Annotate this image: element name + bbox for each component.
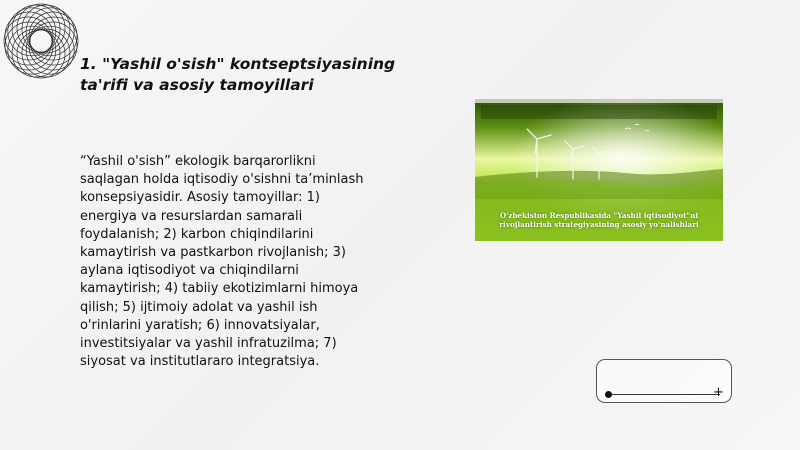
title-line: 1. "Yashil o'sish" kontseptsiyasining — [80, 55, 396, 73]
wind-turbine-image — [475, 99, 723, 241]
progress-track[interactable] — [608, 394, 720, 395]
body-line: konsepsiyasidir. Asosiy tamoyillar: 1) — [80, 190, 320, 206]
body-line: aylana iqtisodiyot va chiqindilarni — [80, 263, 299, 279]
body-paragraph — [80, 153, 410, 371]
body-line: saqlagan holda iqtisodiy o'sishni ta’minlash — [80, 172, 364, 188]
plus-icon[interactable]: + — [713, 385, 724, 400]
media-player-control[interactable] — [596, 359, 732, 403]
spirograph-ornament-icon — [2, 2, 80, 80]
playhead-icon[interactable] — [605, 391, 612, 398]
body-line: kamaytirish; 4) tabiiy ekotizimlarni himoya — [80, 281, 359, 297]
caption-line: rivojlantirish strategiyasining asosiy yo'nalishlari — [499, 220, 699, 229]
image-caption — [475, 211, 723, 229]
title-line: ta'rifi va asosiy tamoyillari — [80, 76, 314, 94]
body-line: foydalanish; 2) karbon chiqindilarini — [80, 226, 314, 242]
body-line: investitsiyalar va yashil infratuzilma; 7) — [80, 336, 337, 352]
body-line: qilish; 5) ijtimoiy adolat va yashil ish — [80, 299, 318, 315]
body-line: energiya va resurslardan samarali — [80, 208, 303, 224]
body-line: “Yashil o'sish” ekologik barqarorlikni — [80, 154, 316, 169]
slide-title — [80, 54, 420, 96]
body-line: siyosat va institutlararo integratsiya. — [80, 354, 320, 370]
body-line: kamaytirish va pastkarbon rivojlanish; 3) — [80, 245, 346, 261]
caption-line: O'zbekiston Respublikasida "Yashil iqtisodiyot"ni — [499, 211, 699, 220]
body-line: o'rinlarini yaratish; 6) innovatsiyalar, — [80, 317, 320, 333]
